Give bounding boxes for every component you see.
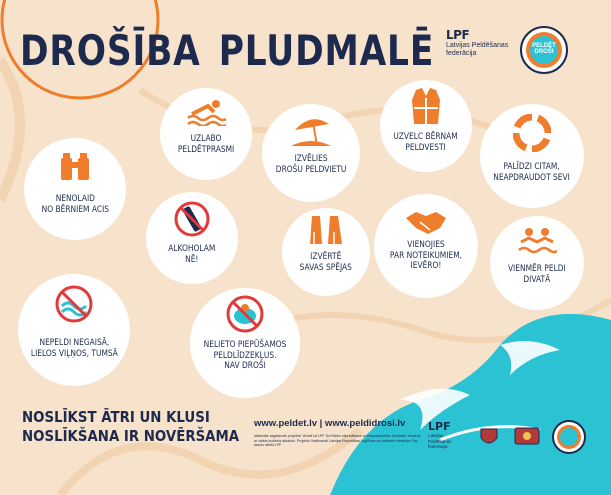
tip-no-inflatables [190, 288, 300, 398]
tip-label: IZVĒLIES DROŠU PELDVIETU [275, 154, 347, 175]
handshake-icon [404, 206, 448, 236]
no-inflatable-icon [225, 294, 265, 334]
fine-print: Materiāls sagatavots projekta "Arbeit ist LPF Dz?rīdien stiprināšana un mazsabiedrību drošības" ietvaros ar valsts budžeta atbalstu. Projektu līdzfinansē Latvijas Republikas Izglītības un zinātnes ministrija. Par saturu atbild LPF. [254, 434, 421, 448]
lpf-partner-logo: LPF Latvijas Peldēšanas federācija [428, 420, 452, 449]
tip-swim-in-pairs [490, 216, 584, 310]
title-word-2: PLUDMALĒ [218, 26, 435, 75]
tip-no-alcohol [146, 192, 238, 284]
tip-help-others [480, 104, 584, 208]
peldet-drosi-logo-text: PELDĒT DROŠI [532, 43, 556, 55]
lifebuoy-icon [513, 114, 551, 152]
slogan-line-2: NOSLĪKŠANA IR NOVĒRŠAMA [22, 427, 240, 445]
beach-umbrella-icon [289, 112, 333, 148]
title-word-1: DROŠĪBA [20, 26, 201, 75]
tip-binoculars [24, 138, 126, 240]
websites-link[interactable]: www.peldet.lv | www.peldidrosi.lv [254, 418, 406, 429]
lpf-logo-line1: Latvijas Peldēšanas [446, 42, 509, 49]
no-swimming-waves-icon [54, 284, 94, 324]
flippers-icon [306, 214, 346, 248]
lpf-logo-line2: federācija [446, 50, 477, 57]
lpf-logo-mark: LPF [446, 28, 470, 42]
tip-evaluate-abilities [282, 208, 370, 296]
tip-label: UZLABO PELDĒTPRASMI [177, 134, 235, 155]
tip-label: NELIETO PIEPŪŠAMOS PELDLĪDZEKĻUS. NAV DROŠI [203, 340, 287, 371]
tip-label: NENOLAID NO BĒRNIEM ACIS [41, 194, 109, 215]
tip-label: VIENOJIES PAR NOTEIKUMIEM, IEVĒRO! [389, 240, 463, 271]
life-vest-icon [410, 86, 442, 126]
swimmer-icon [186, 98, 226, 126]
tip-label: VIENMĒR PELDI DIVATĀ [508, 264, 566, 285]
tip-safe-place [262, 104, 360, 202]
tip-swimming [160, 88, 252, 180]
tip-no-storm-swimming [18, 274, 130, 386]
ministry-crest-icon [512, 424, 542, 450]
tip-label: ALKOHOLAM NĒ! [168, 244, 216, 265]
peldet-drosi-partner-logo [552, 420, 586, 454]
slogan [22, 408, 239, 446]
binoculars-icon [57, 152, 93, 182]
tip-label: PALĪDZI CITAM, NEAPDRAUDOT SEVI [493, 162, 571, 183]
coat-of-arms-icon [478, 426, 500, 448]
no-alcohol-icon [173, 200, 211, 238]
tip-label: NEPELDI NEGAISĀ, LIELOS VIĻŅOS, TUMSĀ [30, 338, 118, 359]
tip-label: IZVĒRTĒ SAVAS SPĒJAS [299, 252, 353, 273]
tip-life-vest [380, 80, 472, 172]
tip-agree-rules [374, 194, 478, 298]
slogan-line-1: NOSLĪKST ĀTRI UN KLUSI [22, 408, 210, 426]
tip-label: UZVELC BĒRNAM PELDVESTI [393, 132, 459, 153]
two-swimmers-icon [517, 224, 557, 258]
